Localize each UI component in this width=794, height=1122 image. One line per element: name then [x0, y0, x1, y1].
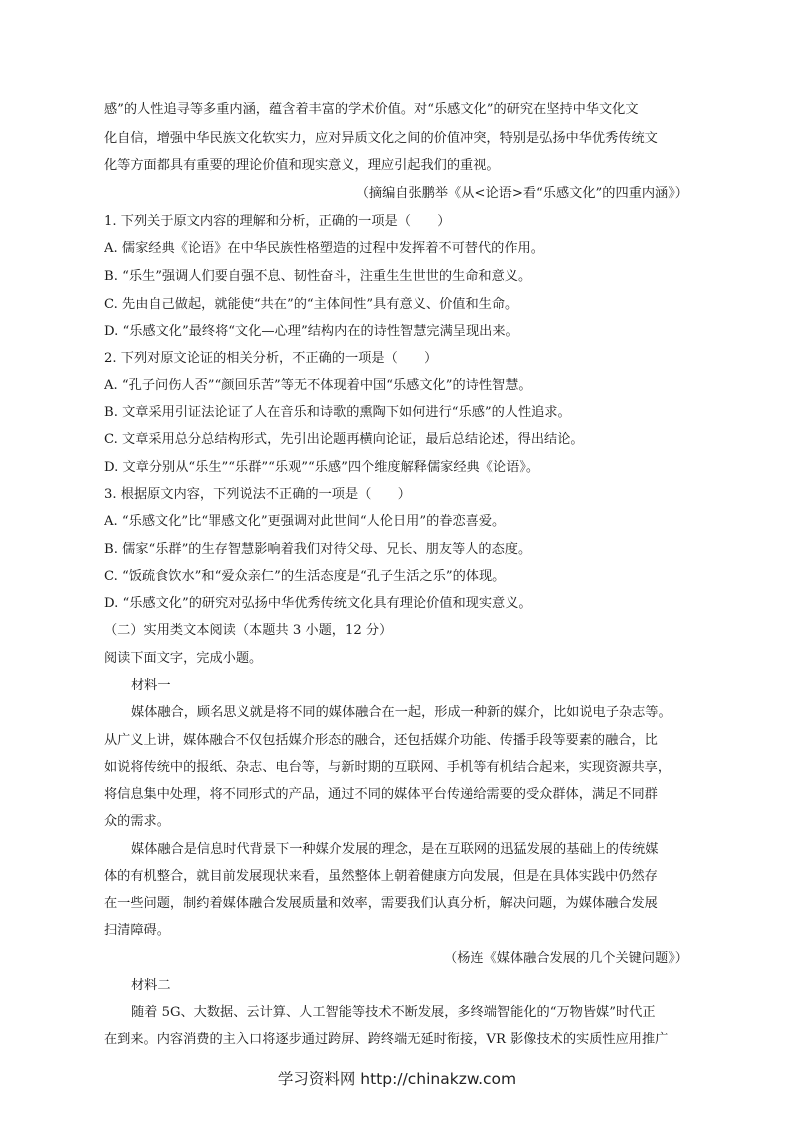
material-2-paragraph-line: 在到来。内容消费的主入口将逐步通过跨屏、跨终端无延时衔接，VR 影像技术的实质性应用推广 [104, 1032, 669, 1047]
material-1-paragraph-line: 在一些问题，制约着媒体融合发展质量和效率，需要我们认真分析，解决问题，为媒体融合发展 [104, 896, 658, 911]
section-heading: （二）实用类文本阅读（本题共 3 小题，12 分） [104, 623, 393, 638]
question-3-option-a: A. “乐感文化”比“罪感文化”更强调对此世间“人伦日用”的眷恋喜爱。 [104, 514, 506, 529]
question-1-option-c: C. 先由自己做起，就能使“共在”的“主体间性”具有意义、价值和生命。 [104, 297, 519, 312]
question-2-stem: 2. 下列对原文论证的相关分析，不正确的一项是（ ） [104, 351, 438, 366]
question-2-option-c: C. 文章采用总分总结构形式，先引出论题再横向论证，最后总结论述，得出结论。 [104, 432, 584, 447]
material-1-paragraph-line: 从广义上讲，媒体融合不仅包括媒介形态的融合，还包括媒介功能、传播手段等要素的融合，比 [104, 733, 658, 748]
question-2-option-d: D. 文章分别从“乐生”“乐群”“乐观”“乐感”四个维度解释儒家经典《论语》。 [104, 460, 540, 475]
material-1-label: 材料一 [131, 678, 171, 693]
material-1-paragraph-line: 体的有机整合，就目前发展现状来看，虽然整体上朝着健康方向发展，但是在具体实践中仍然存 [104, 869, 658, 884]
question-1-option-b: B. “乐生”强调人们要自强不息、韧性奋斗，注重生生世世的生命和意义。 [104, 269, 532, 284]
question-2-option-b: B. 文章采用引证法论证了人在音乐和诗歌的熏陶下如何进行“乐感”的人性追求。 [104, 405, 571, 420]
intro-source: （摘编自张鹏举《从<论语>看“乐感文化”的四重内涵》） [355, 186, 688, 201]
intro-line: 化等方面都具有重要的理论价值和现实意义，理应引起我们的重视。 [104, 158, 500, 173]
question-3-stem: 3. 根据原文内容，下列说法不正确的一项是（ ） [104, 487, 411, 502]
material-1-paragraph-line: 如说将传统中的报纸、杂志、电台等，与新时期的互联网、手机等有机结合起来，实现资源共享， [104, 760, 672, 775]
material-1-paragraph-line: 众的需求。 [104, 814, 170, 829]
question-1-option-d: D. “乐感文化”最终将“文化—心理”结构内在的诗性智慧完满呈现出来。 [104, 324, 519, 339]
question-1-stem: 1. 下列关于原文内容的理解和分析，正确的一项是（ ） [104, 214, 451, 229]
material-1-paragraph-line: 将信息集中处理，将不同形式的产品，通过不同的媒体平台传递给需要的受众群体，满足不同群 [104, 787, 658, 802]
material-2-paragraph-line: 随着 5G、大数据、云计算、人工智能等技术不断发展，多终端智能化的“万物皆媒”时代正 [131, 1005, 656, 1020]
material-2-label: 材料二 [131, 978, 171, 993]
material-1-paragraph-line: 媒体融合，顾名思义就是将不同的媒体融合在一起，形成一种新的媒介，比如说电子杂志等。 [131, 705, 672, 720]
intro-line: 化自信，增强中华民族文化软实力，应对异质文化之间的价值冲突，特别是弘扬中华优秀传统文 [104, 131, 658, 146]
material-1-paragraph-line: 媒体融合是信息时代背景下一种媒介发展的理念，是在互联网的迅猛发展的基础上的传统媒 [131, 842, 659, 857]
question-3-option-b: B. 儒家“乐群”的生存智慧影响着我们对待父母、兄长、朋友等人的态度。 [104, 542, 532, 557]
material-1-paragraph-line: 扫清障碍。 [104, 923, 170, 938]
intro-line: 感”的人性追寻等多重内涵，蕴含着丰富的学术价值。对“乐感文化”的研究在坚持中华文化文 [104, 102, 639, 117]
question-1-option-a: A. 儒家经典《论语》在中华民族性格塑造的过程中发挥着不可替代的作用。 [104, 241, 544, 256]
question-2-option-a: A. “孔子问伤人否”“颜回乐苦”等无不体现着中国“乐感文化”的诗性智慧。 [104, 378, 532, 393]
question-3-option-d: D. “乐感文化”的研究对弘扬中华优秀传统文化具有理论价值和现实意义。 [104, 596, 532, 611]
question-3-option-c: C. “饭疏食饮水”和“爱众亲仁”的生活态度是“孔子生活之乐”的体现。 [104, 569, 506, 584]
footer-watermark: 学习资料网 http://chinakzw.com [277, 1070, 517, 1088]
section-instruction: 阅读下面文字，完成小题。 [104, 651, 263, 666]
material-1-source: （杨连《媒体融合发展的几个关键问题》） [444, 951, 688, 966]
